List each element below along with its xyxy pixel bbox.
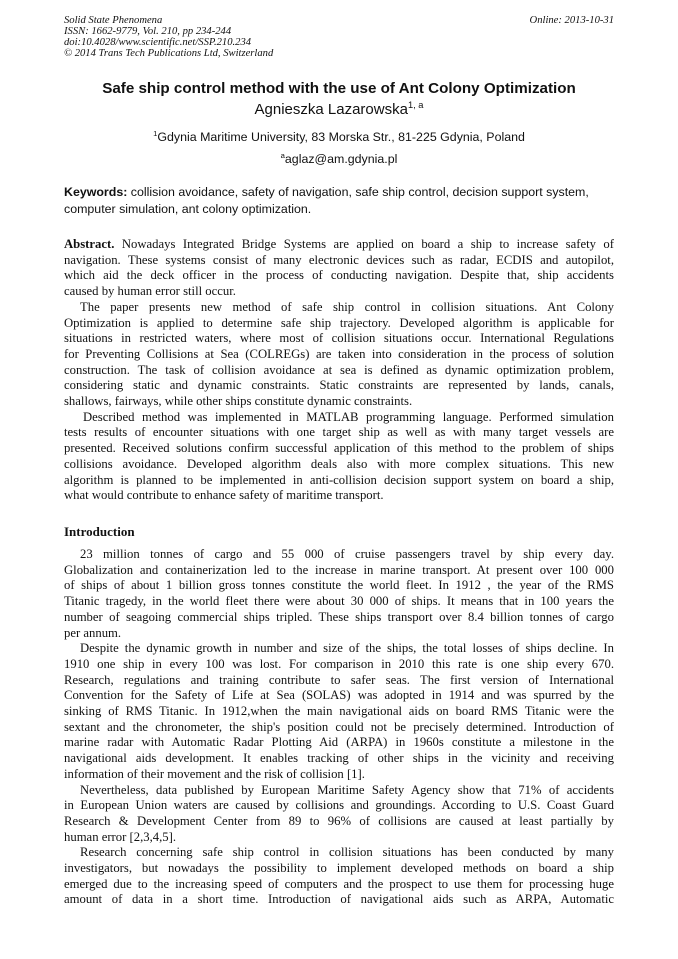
text-line: which aid the deck officer in the process of conducting navigation. Despite that, ship accidents xyxy=(64,268,614,283)
text-line: human error [2,3,4,5]. xyxy=(64,829,177,844)
affiliation-sup: 1 xyxy=(153,128,158,138)
text-line: 1910 one ship in every 100 was lost. For comparison in 2010 this rate is one ship every 670. xyxy=(64,656,614,671)
text-line: in European Union waters are caused by collisions and groundings. According to U.S. Coast Guard xyxy=(64,798,614,813)
paragraph xyxy=(64,237,614,300)
paper-title: Safe ship control method with the use of Ant Colony Optimization xyxy=(102,80,576,97)
text-line: Research, regulations and training contribute to safer seas. The first version of International xyxy=(64,672,614,687)
paragraph xyxy=(64,410,614,504)
text-line: The paper presents new method of safe ship control in collision situations. Ant Colony xyxy=(80,299,614,314)
section-heading-introduction: Introduction xyxy=(64,524,135,539)
text-line: investigators, but nowadays the possibility to implement developed methods on board a ship xyxy=(64,861,614,876)
author xyxy=(0,101,678,118)
text-line: situations in restricted waters, where most of collision situations occur. International Regulations xyxy=(64,331,614,346)
keywords xyxy=(64,184,614,218)
text-line: 23 million tonnes of cargo and 55 000 of cruise passengers travel by ship every day. xyxy=(80,547,614,561)
text-line: Despite the dynamic growth in number and size of the ships, the total losses of ships decline. In xyxy=(80,641,614,656)
email xyxy=(0,152,678,166)
abstract-label: Abstract. xyxy=(64,237,115,251)
text-line: algorithm is planned to be implemented in anti-collision decision support system on board a ship, xyxy=(64,472,614,487)
paragraph xyxy=(64,641,614,782)
text-line: shallows, fairways, while other ships constitute dynamic constraints. xyxy=(64,394,413,409)
email-sup: a xyxy=(280,150,285,160)
keywords-text: collision avoidance, safety of navigation, safe ship control, decision support system, computer simulation, ant colony optimization. xyxy=(64,185,589,216)
author-name: Agnieszka Lazarowska xyxy=(254,101,408,118)
paragraph xyxy=(64,547,614,641)
text-line: Described method was implemented in MATLAB programming language. Performed simulation xyxy=(83,409,614,424)
text-line: Titanic tragedy, in the world fleet there were about 30 000 of ships. It means that in 100 years the xyxy=(64,594,614,609)
online-date: Online: 2013-10-31 xyxy=(529,15,614,26)
text-line: what would contribute to enhance safety of maritime transport. xyxy=(64,488,384,503)
text-line: of ships of about 1 billion gross tonnes constitute the world fleet. In 1912 , the year of the RMS xyxy=(64,578,614,593)
text-line: Globalization and containerization led to the increase in marine transport. At present over 100 000 xyxy=(64,562,614,577)
text-line: information of their movement and the risk of collision [1]. xyxy=(64,766,365,781)
copyright: © 2014 Trans Tech Publications Ltd, Switzerland xyxy=(64,48,274,59)
paragraph xyxy=(64,300,614,410)
text-line: navigation. These systems consist of many electronic devices such as radar, ECDIS and autopilot, xyxy=(64,252,614,267)
text-line: number of seagoing commercial ships tripled. These ships transport over 8.4 billion tonnes of cargo xyxy=(64,609,614,624)
text-line: caused by human error still occur. xyxy=(64,284,236,299)
text-line: Research concerning safe ship control in collision situations has been conducted by many xyxy=(80,845,614,860)
abstract xyxy=(64,237,614,504)
affiliation-text: Gdynia Maritime University, 83 Morska Str., 81-225 Gdynia, Poland xyxy=(157,130,525,144)
text-line: marine radar with Automatic Radar Plotting Aid (ARPA) in 1960s constitute a milestone in the xyxy=(64,735,614,750)
text-line: Research & Development Center from 89 to 96% of collisions are caused at least partially by xyxy=(64,813,614,828)
author-sup: 1, a xyxy=(407,100,424,110)
text-line: per annum. xyxy=(64,625,122,640)
text-line: sextant and the chronometer, the ship's position could not be precisely determined. Introduction of xyxy=(64,719,614,734)
text-line: considering static and dynamic constraints. Static constraints are represented by lands, canals, xyxy=(64,378,614,393)
text-line: Convention for the Safety of Life at Sea (SOLAS) was adopted in 1914 and was spurred by the xyxy=(64,688,614,703)
keywords-label: Keywords: xyxy=(64,185,128,199)
paragraph xyxy=(64,783,614,846)
issn-volume: ISSN: 1662-9779, Vol. 210, pp 234-244 xyxy=(64,26,232,37)
text-line: for Preventing Collisions at Sea (COLREGs) are taken into consideration in the process of solution xyxy=(64,346,614,361)
text-line: presented. Received solutions confirm successful application of this method to the problem of ships xyxy=(64,441,614,456)
text-line: amount of data in a short time. Introduction of navigational aids such as ARPA, Automatic xyxy=(64,892,614,907)
text-line: collisions avoidance. Developed algorithm deals also with more complex situations. This new xyxy=(64,456,614,471)
text-line: construction. The task of collision avoidance at sea is defined as dynamic optimization problem, xyxy=(64,362,614,377)
doi: doi:10.4028/www.scientific.net/SSP.210.234 xyxy=(64,37,252,48)
text-line: emerged due to the increasing speed of computers and the prospect to use them for processing huge xyxy=(64,876,614,891)
text-line: Nevertheless, data published by European Maritime Safety Agency show that 71% of accidents xyxy=(80,782,614,797)
text-line: Abstract. Nowadays Integrated Bridge Systems are applied on board a ship to increase safety of xyxy=(64,237,614,251)
affiliation xyxy=(0,130,678,144)
text-line: tests results of encounter situations with one target ship as well as with many target vessels are xyxy=(64,425,614,440)
journal-name: Solid State Phenomena xyxy=(64,15,163,26)
paragraph xyxy=(64,845,614,908)
text-line: navigational aids development. It enables tracking of other ships in the vicinity and receiving xyxy=(64,751,614,766)
email-text: aglaz@am.gdynia.pl xyxy=(284,152,398,166)
introduction-body xyxy=(64,547,614,908)
text-line: sinking of RMS Titanic. In 1912,when the main navigational aids on board RMS Titanic were the xyxy=(64,704,614,719)
text-line: Optimization is applied to determine safe ship trajectory. Developed algorithm is applicable for xyxy=(64,315,614,330)
